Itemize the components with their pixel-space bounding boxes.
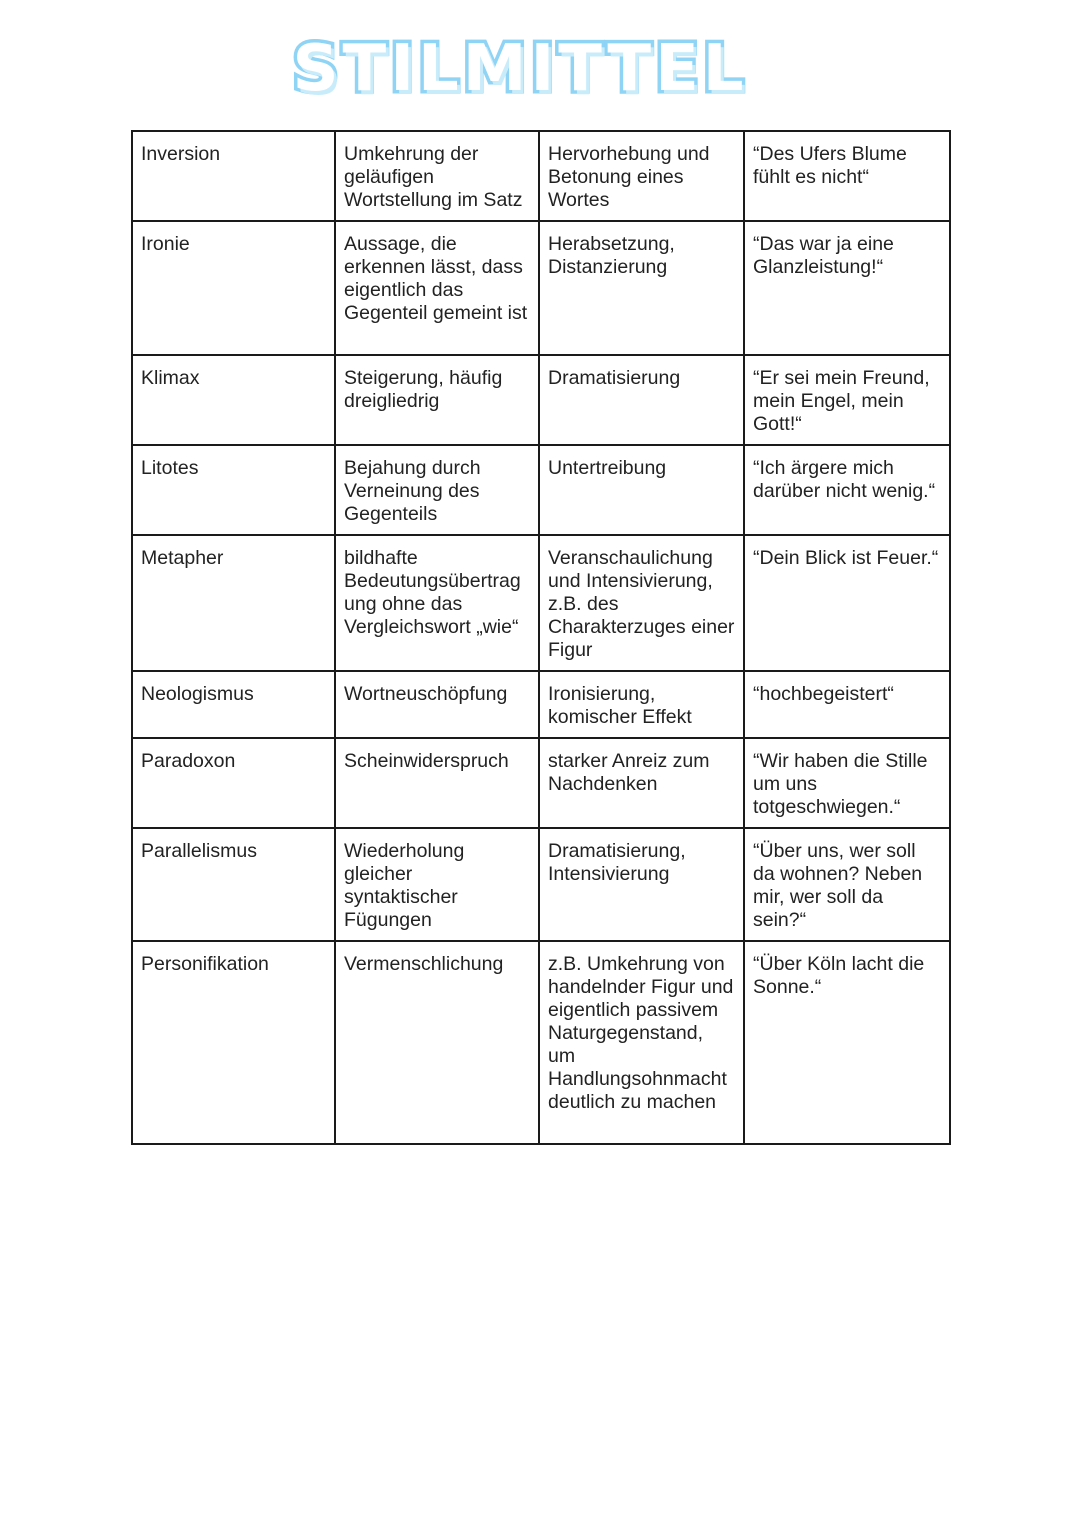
example-cell: “Über Köln lacht die Sonne.“	[744, 941, 950, 1144]
table-row	[132, 828, 950, 941]
effect-cell: Ironisierung, komischer Effekt	[539, 671, 744, 738]
term-cell: Klimax	[132, 355, 335, 445]
page-title: STILMITTEL	[292, 32, 748, 106]
term-cell: Litotes	[132, 445, 335, 535]
definition-cell: Wortneuschöpfung	[335, 671, 539, 738]
table-row	[132, 738, 950, 828]
definition-cell: Vermenschlichung	[335, 941, 539, 1144]
effect-cell: Herabsetzung, Distanzierung	[539, 221, 744, 355]
effect-cell: Hervorhebung und Betonung eines Wortes	[539, 131, 744, 221]
effect-cell: starker Anreiz zum Nachdenken	[539, 738, 744, 828]
effect-cell: Untertreibung	[539, 445, 744, 535]
table-row	[132, 221, 950, 355]
table-row	[132, 671, 950, 738]
stilmittel-table	[131, 130, 951, 1145]
table-row	[132, 131, 950, 221]
example-cell: “Ich ärgere mich darüber nicht wenig.“	[744, 445, 950, 535]
term-cell: Neologismus	[132, 671, 335, 738]
definition-cell: bildhafte Bedeutungsübertragung ohne das Vergleichswort „wie“	[335, 535, 539, 671]
term-cell: Personifikation	[132, 941, 335, 1144]
title-container	[0, 24, 1040, 114]
example-cell: “Des Ufers Blume fühlt es nicht“	[744, 131, 950, 221]
example-cell: “Das war ja eine Glanzleistung!“	[744, 221, 950, 355]
term-cell: Ironie	[132, 221, 335, 355]
term-cell: Inversion	[132, 131, 335, 221]
definition-cell: Wiederholung gleicher syntaktischer Fügungen	[335, 828, 539, 941]
term-cell: Metapher	[132, 535, 335, 671]
table-row	[132, 535, 950, 671]
term-cell: Parallelismus	[132, 828, 335, 941]
effect-cell: Dramatisierung, Intensivierung	[539, 828, 744, 941]
table-row	[132, 941, 950, 1144]
term-cell: Paradoxon	[132, 738, 335, 828]
definition-cell: Steigerung, häufig dreigliedrig	[335, 355, 539, 445]
effect-cell: Veranschaulichung und Intensivierung, z.B. des Charakterzuges einer Figur	[539, 535, 744, 671]
effect-cell: z.B. Umkehrung von handelnder Figur und eigentlich passivem Naturgegenstand, um Handlungsohnmacht deutlich zu machen	[539, 941, 744, 1144]
example-cell: “Dein Blick ist Feuer.“	[744, 535, 950, 671]
example-cell: “Er sei mein Freund, mein Engel, mein Gott!“	[744, 355, 950, 445]
example-cell: “hochbegeistert“	[744, 671, 950, 738]
table-row	[132, 445, 950, 535]
definition-cell: Bejahung durch Verneinung des Gegenteils	[335, 445, 539, 535]
example-cell: “Über uns, wer soll da wohnen? Neben mir, wer soll da sein?“	[744, 828, 950, 941]
effect-cell: Dramatisierung	[539, 355, 744, 445]
definition-cell: Umkehrung der geläufigen Wortstellung im Satz	[335, 131, 539, 221]
definition-cell: Aussage, die erkennen lässt, dass eigentlich das Gegenteil gemeint ist	[335, 221, 539, 355]
definition-cell: Scheinwiderspruch	[335, 738, 539, 828]
example-cell: “Wir haben die Stille um uns totgeschwiegen.“	[744, 738, 950, 828]
table-row	[132, 355, 950, 445]
